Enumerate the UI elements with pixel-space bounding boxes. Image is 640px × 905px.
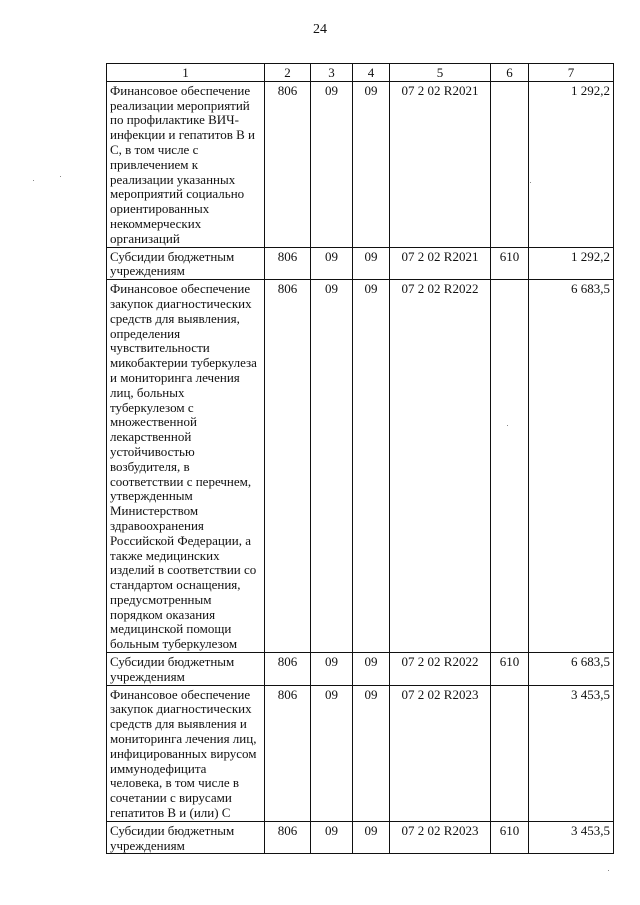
item-name: Финансовое обеспечение реализации мероприятий по профилактике ВИЧ-инфекции и гепатитов В и С, в том числе с привлечением к реализации указанных мероприятий социально ориентированных некоммерческих организаций xyxy=(107,81,265,247)
expense-type-code xyxy=(491,280,529,653)
target-article-code: 07 2 02 R2021 xyxy=(390,81,491,247)
target-article-code: 07 2 02 R2021 xyxy=(390,247,491,280)
subsection-code: 09 xyxy=(353,247,390,280)
table-row xyxy=(107,653,614,686)
budget-table xyxy=(106,63,614,854)
expense-type-code: 610 xyxy=(491,247,529,280)
amount: 1 292,2 xyxy=(529,247,614,280)
section-code: 09 xyxy=(311,685,353,821)
section-code: 09 xyxy=(311,247,353,280)
table-row xyxy=(107,685,614,821)
target-article-code: 07 2 02 R2022 xyxy=(390,653,491,686)
ministry-code: 806 xyxy=(265,653,311,686)
amount: 3 453,5 xyxy=(529,685,614,821)
scan-speck xyxy=(33,180,34,181)
ministry-code: 806 xyxy=(265,821,311,854)
item-name: Субсидии бюджетным учреждениям xyxy=(107,247,265,280)
header-cell-1: 1 xyxy=(107,64,265,82)
header-cell-7: 7 xyxy=(529,64,614,82)
expense-type-code xyxy=(491,81,529,247)
ministry-code: 806 xyxy=(265,247,311,280)
item-name: Финансовое обеспечение закупок диагностических средств для выявления, определения чувствительности микобактерии туберкулеза и мониторинга лечения лиц, больных туберкулезом с множественной лекарственной устойчивостью возбудителя, в соответствии с перечнем, утвержденным Министерством здравоохранения Российской Федерации, а также медицинских изделий в соответствии со стандартом оснащения, предусмотренным порядком оказания медицинской помощи больным туберкулезом xyxy=(107,280,265,653)
page-number: 24 xyxy=(313,22,327,37)
subsection-code: 09 xyxy=(353,685,390,821)
subsection-code: 09 xyxy=(353,821,390,854)
expense-type-code: 610 xyxy=(491,821,529,854)
target-article-code: 07 2 02 R2023 xyxy=(390,685,491,821)
expense-type-code: 610 xyxy=(491,653,529,686)
section-code: 09 xyxy=(311,280,353,653)
table-row xyxy=(107,280,614,653)
amount: 3 453,5 xyxy=(529,821,614,854)
item-name: Субсидии бюджетным учреждениям xyxy=(107,821,265,854)
amount: 1 292,2 xyxy=(529,81,614,247)
ministry-code: 806 xyxy=(265,685,311,821)
subsection-code: 09 xyxy=(353,653,390,686)
ministry-code: 806 xyxy=(265,280,311,653)
expense-type-code xyxy=(491,685,529,821)
header-cell-3: 3 xyxy=(311,64,353,82)
header-row xyxy=(107,64,614,82)
section-code: 09 xyxy=(311,653,353,686)
amount: 6 683,5 xyxy=(529,653,614,686)
table-row xyxy=(107,247,614,280)
scan-speck xyxy=(608,870,609,871)
ministry-code: 806 xyxy=(265,81,311,247)
header-cell-4: 4 xyxy=(353,64,390,82)
target-article-code: 07 2 02 R2023 xyxy=(390,821,491,854)
scan-speck xyxy=(60,176,61,177)
subsection-code: 09 xyxy=(353,280,390,653)
section-code: 09 xyxy=(311,821,353,854)
amount: 6 683,5 xyxy=(529,280,614,653)
header-cell-2: 2 xyxy=(265,64,311,82)
target-article-code: 07 2 02 R2022 xyxy=(390,280,491,653)
table-row xyxy=(107,81,614,247)
section-code: 09 xyxy=(311,81,353,247)
header-cell-6: 6 xyxy=(491,64,529,82)
subsection-code: 09 xyxy=(353,81,390,247)
header-cell-5: 5 xyxy=(390,64,491,82)
item-name: Финансовое обеспечение закупок диагностических средств для выявления и мониторинга лечения лиц, инфицированных вирусом иммунодефицита человека, в том числе в сочетании с вирусами гепатитов В и (или) С xyxy=(107,685,265,821)
table-row xyxy=(107,821,614,854)
item-name: Субсидии бюджетным учреждениям xyxy=(107,653,265,686)
